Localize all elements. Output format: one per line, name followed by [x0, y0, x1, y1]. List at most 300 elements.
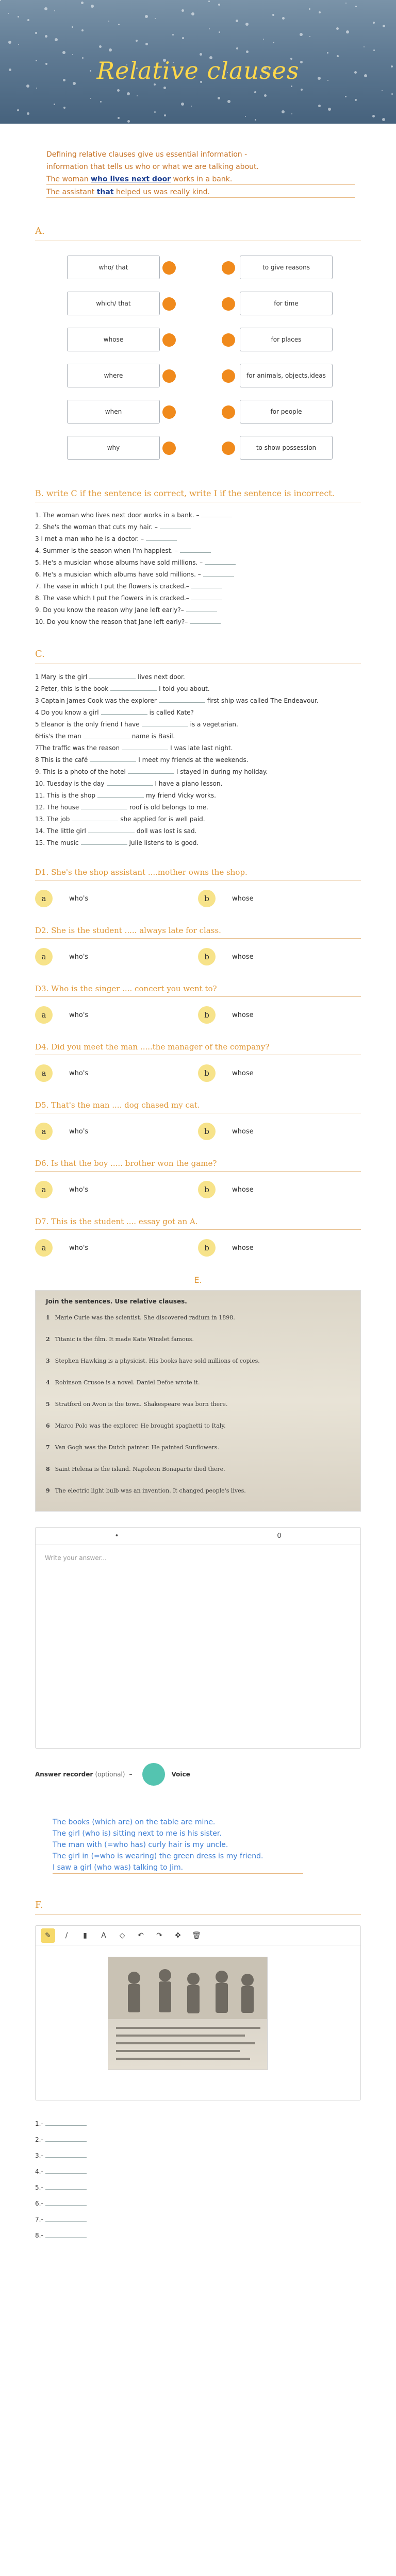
answer-blank[interactable]: [45, 2183, 87, 2190]
item-text: 2 Peter, this is the book: [35, 685, 109, 692]
snowflake: [336, 27, 339, 30]
photo-line-text: Marco Polo was the explorer. He brought spaghetti to Italy.: [55, 1422, 226, 1429]
snowflake: [54, 10, 55, 11]
snowflake: [191, 106, 192, 107]
option-label: whose: [232, 1185, 254, 1194]
snowflake: [355, 6, 357, 7]
item-text: 15. The music: [35, 839, 79, 846]
option-label: whose: [232, 1011, 254, 1019]
snowflake: [364, 46, 365, 47]
option-a[interactable]: [35, 890, 198, 907]
intro-line: [46, 162, 355, 172]
answer-box[interactable]: [35, 1527, 361, 1749]
options: [35, 1055, 361, 1082]
list-item: [35, 719, 396, 731]
text-icon[interactable]: A: [101, 1931, 106, 1940]
match-dot-left[interactable]: [162, 333, 176, 347]
answer-blank[interactable]: [88, 827, 135, 833]
snowflake: [227, 100, 230, 103]
snowflake: [391, 93, 393, 95]
item-number: 2.-: [35, 2136, 43, 2143]
list-item: [35, 671, 396, 683]
photo-line: [46, 1358, 350, 1364]
snowflake: [163, 87, 166, 89]
option-b[interactable]: [198, 1064, 361, 1082]
item-text: 4 Do you know a girl: [35, 709, 99, 716]
item-text: Julie listens to is good.: [129, 839, 199, 846]
clear-icon[interactable]: 🗑: [192, 1931, 201, 1940]
snowflake: [8, 13, 9, 14]
option-badge[interactable]: a: [35, 1123, 53, 1140]
page-title: Relative clauses: [96, 57, 300, 84]
list-item: [35, 569, 396, 581]
list-item: [35, 742, 396, 754]
undo-icon[interactable]: ↶: [138, 1931, 144, 1940]
example-line: I saw a girl (who was) talking to Jim.: [53, 1863, 184, 1872]
option-label: who's: [69, 894, 89, 903]
item-text: name is Basil.: [131, 733, 175, 740]
match-dot-right[interactable]: [222, 297, 235, 311]
snowflake: [26, 84, 29, 88]
answer-blank[interactable]: [90, 756, 136, 762]
option-badge[interactable]: b: [198, 1181, 216, 1198]
answer-blank[interactable]: [81, 839, 127, 845]
snowflake: [254, 91, 256, 93]
photo-line-number: 2: [46, 1336, 50, 1343]
match-left-box[interactable]: when: [67, 400, 160, 423]
list-item: [35, 837, 396, 849]
item-number: 3.-: [35, 2152, 43, 2159]
answer-blank[interactable]: [45, 2215, 87, 2222]
question-title: D5. That's the man .... dog chased my cat.: [35, 1082, 361, 1113]
snowflake: [117, 89, 120, 92]
item-text: 6His's the man: [35, 733, 81, 740]
snowflake: [54, 104, 55, 105]
list-item: [35, 533, 396, 545]
snowflake: [99, 45, 102, 48]
answer-blank[interactable]: [110, 685, 157, 691]
snowflake: [291, 113, 292, 114]
option-label: who's: [69, 1011, 89, 1019]
option-badge[interactable]: b: [198, 1239, 216, 1257]
snowflake: [0, 0, 1, 1]
option-badge[interactable]: b: [198, 948, 216, 965]
snowflake: [100, 101, 102, 103]
option-badge[interactable]: a: [35, 948, 53, 965]
option-a[interactable]: [35, 1239, 198, 1257]
photo-line: [46, 1444, 350, 1451]
photo-line-text: Saint Helena is the island. Napoleon Bonaparte died there.: [55, 1466, 225, 1472]
snowflake: [127, 92, 130, 95]
item-number: 1.-: [35, 2120, 43, 2127]
answer-blank[interactable]: [81, 803, 127, 809]
question-title: D4. Did you meet the man .....the manager of the company?: [35, 1024, 361, 1055]
answer-blank[interactable]: [180, 547, 211, 553]
snowflake: [382, 118, 385, 121]
match-row: [67, 432, 335, 468]
snowflake: [263, 39, 264, 40]
section-e-label: E.: [194, 1275, 202, 1285]
option-b[interactable]: [198, 1006, 361, 1024]
example-sentences: [0, 1786, 396, 1873]
item-text: 10. Tuesday is the day: [35, 780, 105, 787]
answer-blank[interactable]: [191, 582, 222, 588]
multiple-choice-question: [35, 965, 361, 1024]
drawing-canvas[interactable]: [35, 1925, 361, 2100]
list-item: [35, 2196, 396, 2212]
list-item: [35, 2116, 396, 2132]
list-item: [35, 707, 396, 719]
option-a[interactable]: [35, 948, 198, 965]
option-b[interactable]: [198, 1239, 361, 1257]
item-text: is a vegetarian.: [190, 721, 238, 728]
snowflake: [255, 119, 256, 121]
example-line: The girl (who is) sitting next to me is his sister.: [53, 1829, 222, 1838]
match-row: [67, 396, 335, 432]
option-badge[interactable]: a: [35, 1006, 53, 1024]
option-b[interactable]: [198, 948, 361, 965]
photo-line-number: 1: [46, 1314, 50, 1321]
snowflake: [18, 16, 19, 18]
question-title: D1. She's the shop assistant ....mother owns the shop.: [35, 849, 361, 880]
item-text: 1. The woman who lives next door works in a bank. –: [35, 512, 200, 519]
snowflake: [291, 86, 292, 87]
answer-blank[interactable]: [45, 2231, 87, 2238]
recorder-dash: –: [129, 1771, 133, 1778]
option-badge[interactable]: a: [35, 1181, 53, 1198]
snowflake: [309, 36, 310, 37]
snowflake: [118, 24, 120, 25]
snowflake: [191, 12, 194, 15]
list-item: [35, 731, 396, 742]
intro-text: information that tells us who or what we are talking about.: [46, 163, 259, 171]
list-item: [35, 2180, 396, 2196]
section-a-label: A.: [35, 226, 45, 236]
photo-line-number: 7: [46, 1444, 50, 1451]
options: [35, 1113, 361, 1140]
option-b[interactable]: [198, 1123, 361, 1140]
snowflake: [35, 32, 37, 34]
snowflake: [345, 3, 346, 4]
match-dot-right[interactable]: [222, 405, 235, 419]
option-label: whose: [232, 1069, 254, 1077]
multiple-choice-question: [35, 1198, 361, 1257]
intro-line: [46, 174, 355, 185]
snowflake: [383, 25, 385, 27]
option-badge[interactable]: a: [35, 1064, 53, 1082]
photo-line: [46, 1401, 350, 1408]
answer-blank[interactable]: [101, 708, 147, 715]
match-dot-left[interactable]: [162, 297, 176, 311]
section-f-list: [0, 2100, 396, 2285]
item-text: I was late last night.: [170, 744, 233, 752]
match-right-box[interactable]: for people: [240, 400, 333, 423]
photo-line: [46, 1336, 350, 1343]
answer-blank[interactable]: [205, 558, 236, 565]
redo-icon[interactable]: ↷: [156, 1931, 162, 1940]
match-left-box[interactable]: whose: [67, 328, 160, 351]
answer-blank[interactable]: [122, 744, 168, 750]
pencil-icon[interactable]: ✎: [41, 1928, 55, 1943]
list-item: [35, 510, 396, 521]
snowflake: [44, 7, 47, 10]
photo-line: [46, 1314, 350, 1321]
list-item: [35, 557, 396, 569]
snowflake: [136, 40, 138, 42]
snowflake: [72, 26, 73, 28]
match-left-box[interactable]: who/ that: [67, 256, 160, 279]
item-text: 10. Do you know the reason that Jane left early?–: [35, 618, 188, 625]
options: [35, 997, 361, 1024]
match-dot-left[interactable]: [162, 261, 176, 275]
multiple-choice-question: [35, 1082, 361, 1140]
answer-blank[interactable]: [45, 2151, 87, 2158]
answer-blank[interactable]: [45, 2167, 87, 2174]
options: [35, 939, 361, 965]
item-number: 7.-: [35, 2216, 43, 2223]
number-tool-button[interactable]: 0: [277, 1532, 282, 1540]
snowflake: [373, 49, 375, 51]
section-c-list: [0, 664, 396, 849]
option-a[interactable]: [35, 1006, 198, 1024]
matching-exercise: [67, 251, 335, 468]
snowflake: [27, 112, 29, 115]
match-dot-right[interactable]: [222, 442, 235, 455]
snowflake: [45, 35, 47, 38]
canvas-photo: [108, 1957, 268, 2070]
snowflake: [109, 48, 112, 52]
list-item: [35, 695, 396, 707]
list-item: [35, 802, 396, 814]
match-right-box[interactable]: for places: [240, 328, 333, 351]
section-b-title: B. write C if the sentence is correct, write I if the sentence is incorrect.: [35, 488, 335, 498]
example-line: The girl in (=who is wearing) the green dress is my friend.: [53, 1852, 263, 1860]
answer-blank[interactable]: [146, 535, 177, 541]
snowflake: [62, 51, 65, 54]
item-text: 12. The house: [35, 804, 79, 811]
snowflake: [91, 5, 94, 8]
exercise-photo: [35, 1290, 361, 1512]
match-dot-right[interactable]: [222, 261, 235, 275]
recorder-label: Answer recorder (optional): [35, 1771, 125, 1778]
snowflake: [208, 1, 210, 2]
answer-blank[interactable]: [160, 523, 191, 529]
photo-line-text: Stratford on Avon is the town. Shakespeare was born there.: [55, 1401, 228, 1408]
match-dot-right[interactable]: [222, 333, 235, 347]
list-item: [35, 521, 396, 533]
item-text: 8 This is the café: [35, 756, 88, 764]
section-f-label: F.: [35, 1900, 43, 1910]
option-label: who's: [69, 953, 89, 961]
item-text: my friend Vicky works.: [145, 792, 216, 799]
item-text: 3 Captain James Cook was the explorer: [35, 697, 157, 704]
voice-record-button[interactable]: [142, 1763, 165, 1786]
item-text: I have a piano lesson.: [155, 780, 223, 787]
answer-blank[interactable]: [142, 720, 188, 726]
snowflake: [81, 29, 84, 31]
snowflake: [301, 89, 303, 91]
match-right-box[interactable]: to show possession: [240, 436, 333, 460]
snowflake: [118, 117, 120, 119]
match-row: [67, 324, 335, 360]
match-row: [67, 287, 335, 324]
multiple-choice-question: [35, 849, 361, 907]
item-text: 5 Eleanor is the only friend I have: [35, 721, 140, 728]
photo-line: [46, 1487, 350, 1494]
match-left-box[interactable]: where: [67, 364, 160, 387]
pen-icon[interactable]: /: [65, 1931, 68, 1940]
photo-line-number: 8: [46, 1466, 50, 1472]
snowflake: [246, 50, 249, 53]
bullet-tool-button[interactable]: •: [114, 1532, 119, 1540]
item-number: 6.-: [35, 2200, 43, 2207]
snowflake: [219, 31, 220, 33]
snowflake: [36, 88, 37, 89]
item-text: 7The traffic was the reason: [35, 744, 120, 752]
intro-text: give us essential information -: [135, 150, 248, 159]
option-badge[interactable]: a: [35, 1239, 53, 1257]
snowflake: [264, 94, 267, 97]
snowflake: [300, 33, 303, 36]
photo-line-number: 3: [46, 1358, 50, 1364]
item-number: 8.-: [35, 2232, 43, 2239]
intro-text: that: [96, 188, 114, 196]
snowflake: [209, 28, 210, 29]
snowflake: [108, 21, 109, 22]
list-item: [35, 778, 396, 790]
answer-blank[interactable]: [107, 779, 153, 786]
answer-blank[interactable]: [186, 606, 217, 612]
options: [35, 1172, 361, 1198]
match-dot-left[interactable]: [162, 405, 176, 419]
answer-blank[interactable]: [45, 2120, 87, 2126]
item-text: 6. He's a musician which albums have sold millions. –: [35, 571, 201, 578]
answer-blank[interactable]: [191, 594, 222, 600]
answer-blank[interactable]: [190, 618, 221, 624]
header-banner: [0, 0, 396, 124]
match-left-box[interactable]: why: [67, 436, 160, 460]
option-badge[interactable]: b: [198, 1064, 216, 1082]
intro-text: who lives next door: [91, 175, 171, 183]
snowflake: [382, 90, 383, 91]
answer-blank[interactable]: [45, 2199, 87, 2206]
list-item: [35, 2212, 396, 2228]
list-item: [35, 545, 396, 557]
options: [35, 1230, 361, 1257]
snowflake: [282, 17, 285, 20]
item-text: 5. He's a musician whose albums have sold millions. –: [35, 559, 203, 566]
answer-input[interactable]: Write your answer...: [45, 1554, 107, 1562]
list-item: [35, 2132, 396, 2148]
answer-blank[interactable]: [159, 697, 205, 703]
question-title: D6. Is that the boy ..... brother won the game?: [35, 1140, 361, 1172]
option-badge[interactable]: b: [198, 890, 216, 907]
snowflake: [155, 18, 156, 19]
snowflake: [27, 19, 29, 21]
list-item: [35, 592, 396, 604]
answer-blank[interactable]: [72, 815, 118, 821]
item-text: 4. Summer is the season when I'm happiest. –: [35, 547, 178, 554]
photo-line-text: Van Gogh was the Dutch painter. He painted Sunflowers.: [55, 1444, 219, 1451]
snowflake: [282, 110, 285, 113]
snowflake: [309, 8, 310, 10]
snowflake: [318, 105, 321, 107]
option-a[interactable]: [35, 1064, 198, 1082]
snowflake: [145, 43, 148, 45]
answer-blank[interactable]: [201, 511, 232, 517]
snowflake: [182, 9, 184, 12]
match-dot-left[interactable]: [162, 442, 176, 455]
item-text: 2. She's the woman that cuts my hair. –: [35, 523, 158, 531]
photo-line-number: 6: [46, 1422, 50, 1429]
answer-toolbar: [36, 1528, 360, 1545]
photo-line-number: 4: [46, 1379, 50, 1386]
item-text: 14. The little girl: [35, 827, 86, 835]
item-text: doll was lost is sad.: [136, 827, 197, 835]
option-label: who's: [69, 1069, 89, 1077]
answer-blank[interactable]: [84, 732, 130, 738]
option-b[interactable]: [198, 890, 361, 907]
intro-text: helped us was really kind.: [113, 188, 210, 196]
list-item: [35, 790, 396, 802]
snowflake: [345, 96, 346, 97]
option-a[interactable]: [35, 1123, 198, 1140]
snowflake: [245, 23, 249, 26]
list-item: [35, 754, 396, 766]
option-label: whose: [232, 894, 254, 903]
photo-line-text: Marie Curie was the scientist. She discovered radium in 1898.: [55, 1314, 235, 1321]
question-title: D3. Who is the singer .... concert you went to?: [35, 965, 361, 997]
match-right-box[interactable]: for animals, objects,ideas: [240, 364, 333, 387]
option-badge[interactable]: b: [198, 1123, 216, 1140]
answer-blank[interactable]: [128, 768, 174, 774]
multiple-choice-question: [35, 907, 361, 965]
match-left-box[interactable]: which/ that: [67, 292, 160, 315]
item-text: I stayed in during my holiday.: [176, 768, 268, 775]
answer-blank[interactable]: [97, 791, 144, 798]
answer-blank[interactable]: [89, 673, 136, 679]
match-dot-right[interactable]: [222, 369, 235, 383]
match-dot-left[interactable]: [162, 369, 176, 383]
option-label: who's: [69, 1244, 89, 1252]
answer-blank[interactable]: [45, 2136, 87, 2142]
option-badge[interactable]: a: [35, 890, 53, 907]
snowflake: [137, 95, 138, 96]
match-row: [67, 251, 335, 287]
item-text: I told you about.: [159, 685, 210, 692]
option-a[interactable]: [35, 1181, 198, 1198]
list-item: [35, 2228, 396, 2244]
list-item: [35, 616, 396, 628]
option-b[interactable]: [198, 1181, 361, 1198]
match-right-box[interactable]: for time: [240, 292, 333, 315]
match-right-box[interactable]: to give reasons: [240, 256, 333, 279]
snowflake: [55, 38, 58, 41]
photo-line-number: 5: [46, 1401, 50, 1408]
item-text: 3 I met a man who he is a doctor. –: [35, 535, 144, 543]
snowflake: [17, 109, 19, 111]
item-text: 1 Mary is the girl: [35, 673, 88, 681]
snowflake: [18, 44, 19, 45]
example-line: The books (which are) on the table are mine.: [53, 1818, 216, 1826]
snowflake: [181, 103, 184, 106]
highlighter-icon[interactable]: ▮: [83, 1931, 87, 1940]
answer-blank[interactable]: [203, 570, 234, 577]
option-badge[interactable]: b: [198, 1006, 216, 1024]
eraser-icon[interactable]: ◇: [119, 1931, 125, 1940]
move-icon[interactable]: ✥: [175, 1931, 181, 1940]
drawing-toolbar: [36, 1926, 360, 1945]
